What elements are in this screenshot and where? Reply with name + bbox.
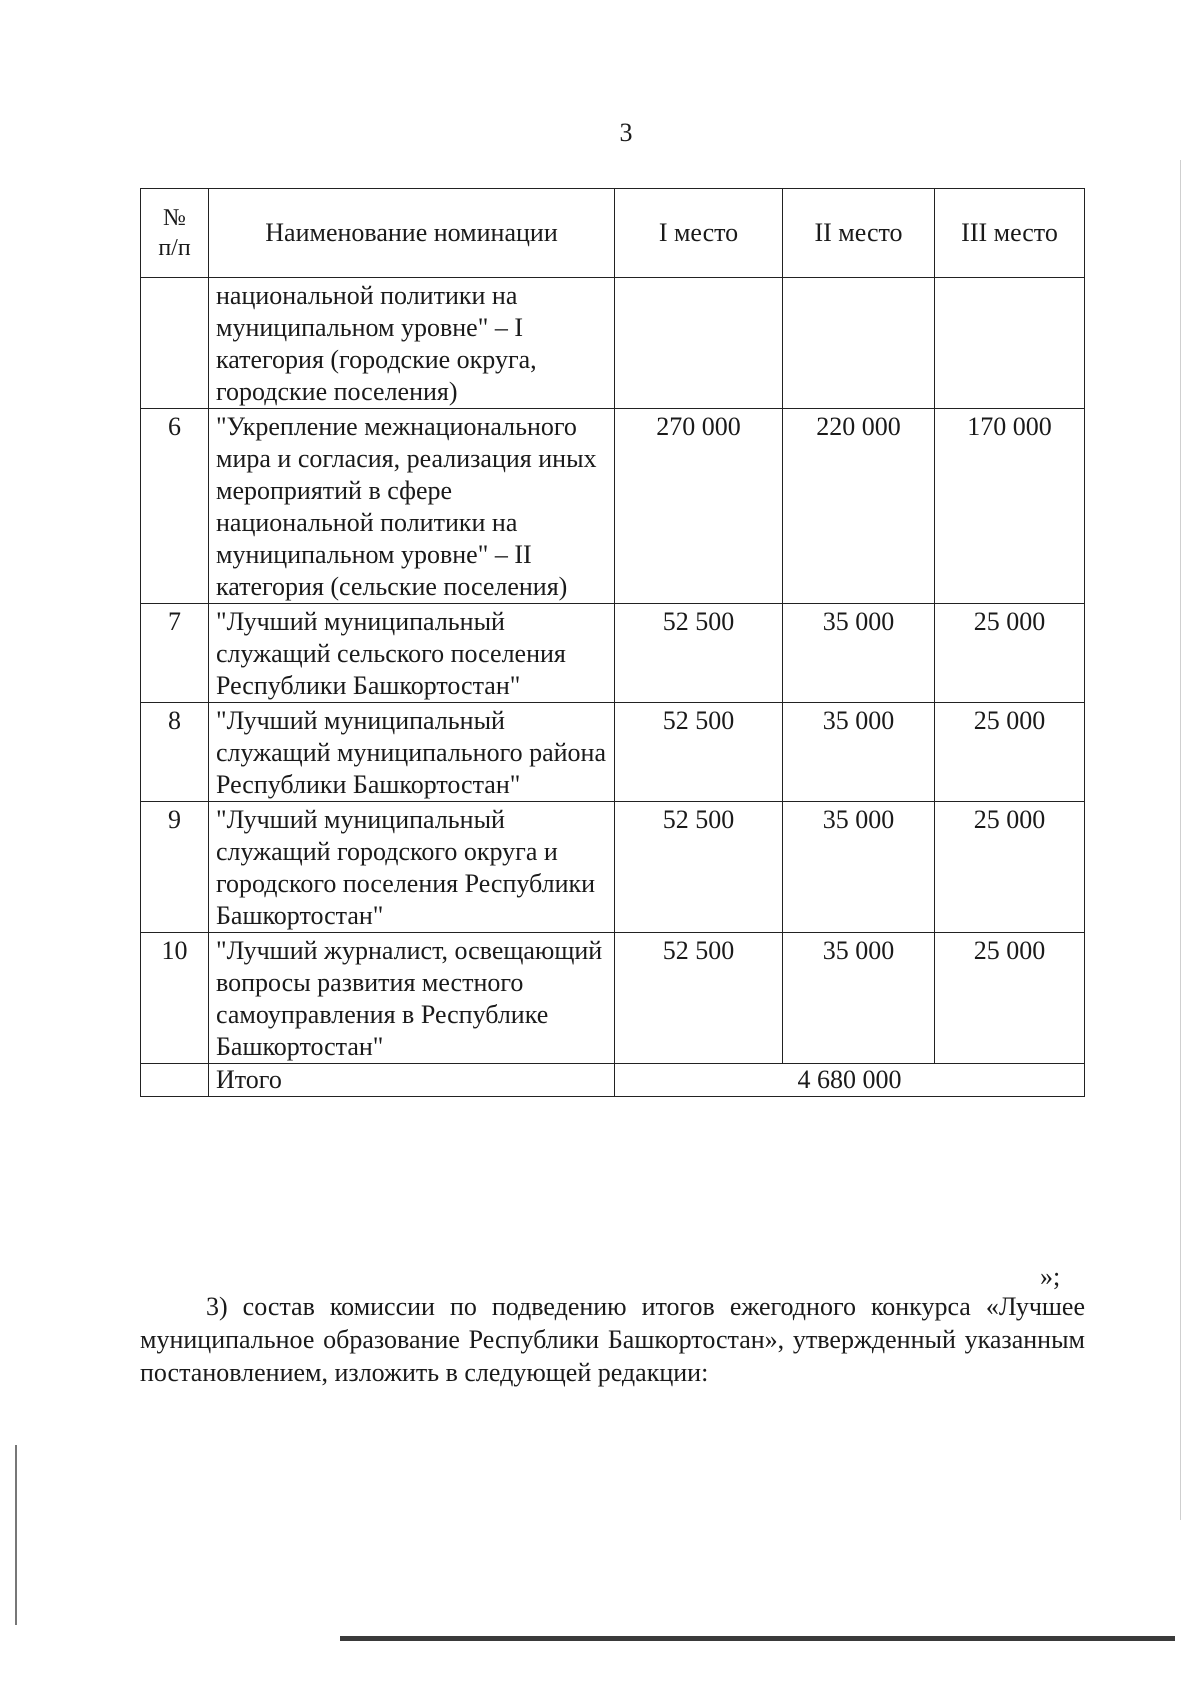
header-num-symbol: №	[163, 205, 186, 231]
place1-amount: 270 000	[615, 409, 783, 604]
scan-edge-mark-right	[1180, 160, 1181, 1520]
table-header-row	[141, 189, 1085, 278]
row-number: 8	[141, 703, 209, 802]
header-num	[141, 189, 209, 278]
total-row	[141, 1064, 1085, 1097]
place2-amount: 220 000	[783, 409, 935, 604]
nomination-name: "Лучший журналист, освещающий вопросы развития местного самоуправления в Республике Башкортостан"	[209, 933, 615, 1064]
place1-amount: 52 500	[615, 802, 783, 933]
place2-amount: 35 000	[783, 933, 935, 1064]
place2-amount: 35 000	[783, 703, 935, 802]
row-number: 10	[141, 933, 209, 1064]
nomination-name: "Лучший муниципальный служащий муниципального района Республики Башкортостан"	[209, 703, 615, 802]
place2-amount: 35 000	[783, 802, 935, 933]
place1-amount: 52 500	[615, 604, 783, 703]
total-label: Итого	[209, 1064, 615, 1097]
place3-amount: 25 000	[935, 802, 1085, 933]
table-row	[141, 278, 1085, 409]
table-row	[141, 933, 1085, 1064]
header-nomination: Наименование номинации	[209, 189, 615, 278]
total-empty-cell	[141, 1064, 209, 1097]
place2-amount: 35 000	[783, 604, 935, 703]
row-number	[141, 278, 209, 409]
place3-amount: 25 000	[935, 703, 1085, 802]
row-number: 9	[141, 802, 209, 933]
table-row	[141, 604, 1085, 703]
closing-quote: »;	[1040, 1262, 1061, 1291]
place3-amount: 25 000	[935, 933, 1085, 1064]
header-place1: I место	[615, 189, 783, 278]
scan-bottom-bar	[340, 1636, 1175, 1641]
page-number: 3	[619, 118, 633, 147]
body-paragraph: 3) состав комиссии по подведению итогов ежегодного конкурса «Лучшее муниципальное образование Республики Башкортостан», утвержденный указанным постановлением, изложить в следующей редакции:	[140, 1292, 1085, 1387]
table-row	[141, 802, 1085, 933]
place2-amount	[783, 278, 935, 409]
nomination-name: "Укрепление межнационального мира и согласия, реализация иных мероприятий в сфере национальной политики на муниципальном уровне" – II категория (сельские поселения)	[209, 409, 615, 604]
nomination-name: "Лучший муниципальный служащий городского округа и городского поселения Республики Башкортостан"	[209, 802, 615, 933]
header-num-abbr: п/п	[158, 235, 191, 261]
header-place3: III место	[935, 189, 1085, 278]
header-place2: II место	[783, 189, 935, 278]
row-number: 6	[141, 409, 209, 604]
place1-amount: 52 500	[615, 703, 783, 802]
total-value: 4 680 000	[615, 1064, 1085, 1097]
table-row	[141, 703, 1085, 802]
row-number: 7	[141, 604, 209, 703]
place1-amount: 52 500	[615, 933, 783, 1064]
nomination-name: "Лучший муниципальный служащий сельского поселения Республики Башкортостан"	[209, 604, 615, 703]
table-row	[141, 409, 1085, 604]
place1-amount	[615, 278, 783, 409]
awards-table	[140, 188, 1085, 1097]
place3-amount	[935, 278, 1085, 409]
scan-edge-mark-left	[15, 1445, 17, 1625]
place3-amount: 25 000	[935, 604, 1085, 703]
nomination-name: национальной политики на муниципальном уровне" – I категория (городские округа, городские поселения)	[209, 278, 615, 409]
place3-amount: 170 000	[935, 409, 1085, 604]
